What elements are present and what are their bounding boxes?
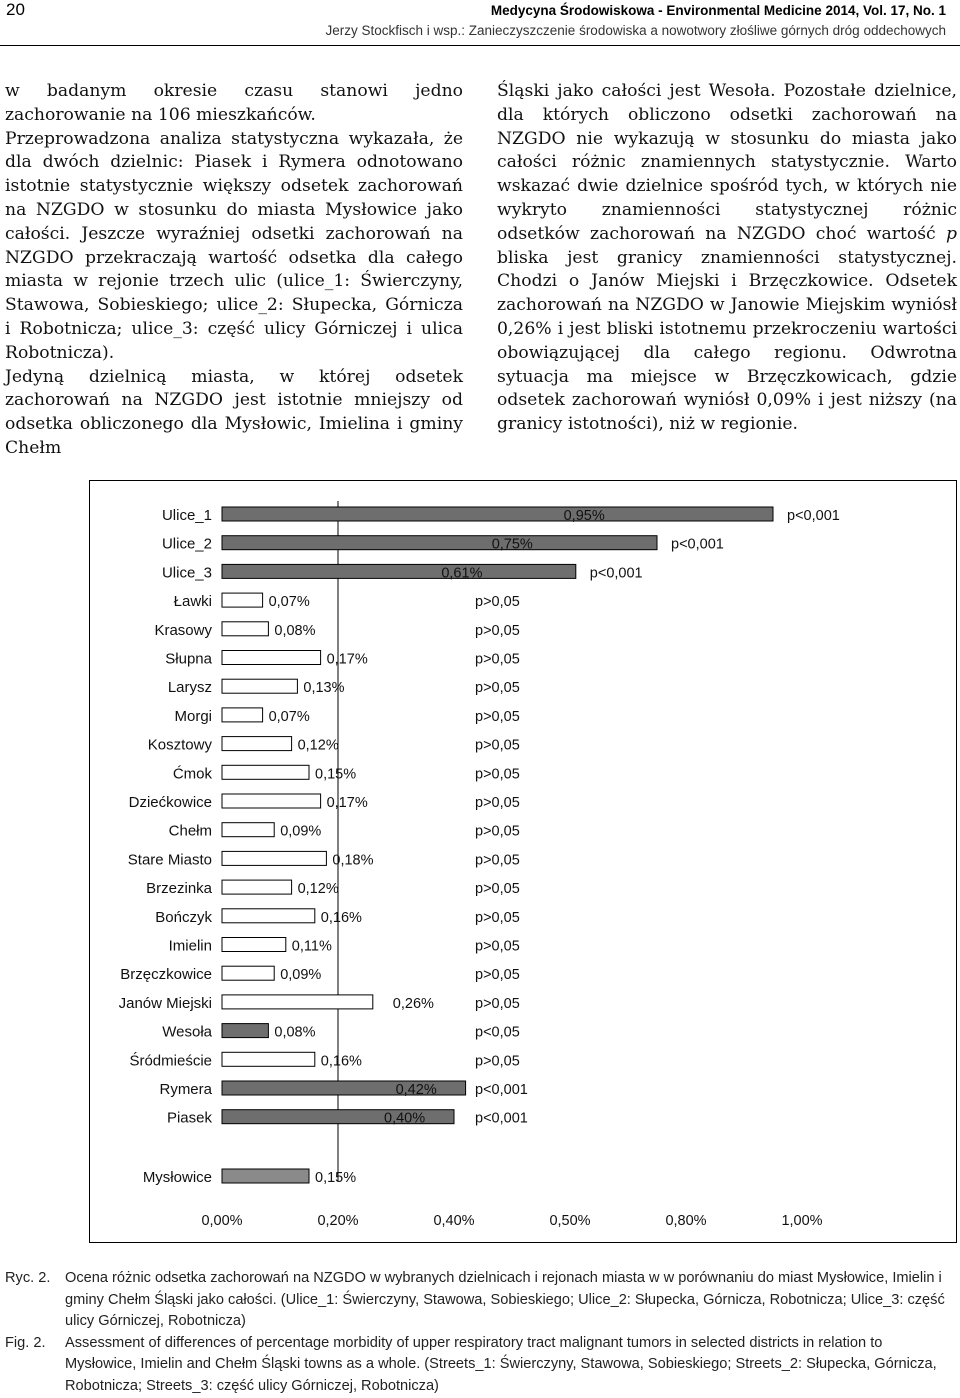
p-value-label: p<0,001 [589,565,643,582]
value-label: 0,13% [303,680,345,697]
category-label: Mysłowice [142,1169,212,1186]
bar [222,966,274,980]
bar [222,823,274,837]
caption-en [5,1333,957,1398]
p-value-label: p>0,05 [475,680,520,697]
paragraph [497,80,957,437]
bar [222,507,773,521]
value-label: 0,18% [332,852,374,869]
text-run: bliska jest granicy znamienności statystycznej. Chodzi o Janów Miejski i Brzęczkowice. Odsetek zachorowań na NZGDO w Janowie Miejskim wyniósł 0,26% i jest bliski istotnemu przekroczeniu wartości obowiązującej dla całego regionu. Odwrotna sytuacja ma miejsce w Brzęczkowicach, gdzie odsetek zachorowań wyniósł 0,09% i jest niższy (na granicy istotności), niż w regionie. [497,247,957,435]
x-tick-label: 0,00% [201,1213,243,1229]
page-number: 20 [6,0,25,19]
x-tick-label: 1,00% [781,1213,823,1229]
text-run: Śląski jako całości jest Wesoła. Pozostałe dzielnice, dla których obliczono odsetki zachorowań na NZGDO nie wykazują w stosunku do miasta jako całości różnic znamiennych statystycznie. Warto wskazać dwie dzielnice spośród tych, w których nie wykryto znamienności statystycznej różnic odsetków zachorowań na NZGDO choć wartość [497,81,957,244]
p-value-label: p>0,05 [475,795,520,811]
bar [222,737,292,751]
category-label: Ulice_2 [161,535,212,553]
bar [222,938,286,952]
category-label: Wesoła [162,1023,212,1041]
x-tick-label: 0,40% [433,1213,475,1229]
bar [222,622,268,636]
header-rule [0,45,960,46]
value-label: 0,75% [491,536,533,553]
value-label: 0,95% [563,508,605,524]
category-label: Ławki [173,593,212,611]
p-value-label: p<0,001 [475,1082,528,1098]
value-label: 0,09% [280,967,322,984]
value-label: 0,08% [274,622,316,639]
x-tick-label: 0,80% [665,1213,707,1229]
bar [222,1024,268,1038]
p-value-label: p>0,05 [475,594,520,611]
reference-bar [222,1169,309,1183]
category-label: Ćmok [172,765,212,783]
paragraph: Jedyną dzielnicą miasta, w której odsetek zachorowań na NZGDO jest istotnie mniejszy od odsetka obliczonego dla Mysłowic, Imielina i gminy Chełm [5,366,463,458]
category-label: Bończyk [155,908,212,926]
bar [222,679,297,693]
p-value-label: p>0,05 [475,823,520,840]
category-label: Piasek [166,1109,212,1127]
left-column [5,80,463,461]
bar [222,794,321,808]
category-label: Ulice_3 [161,564,212,582]
figure-caption [5,1268,957,1398]
bar [222,909,315,923]
bar [222,536,657,550]
category-label: Kosztowy [147,736,212,754]
p-value-label: p<0,001 [475,1110,528,1127]
value-label: 0,16% [320,1053,362,1070]
bar [222,593,263,607]
value-label: 0,07% [268,708,310,725]
figure-frame [89,480,957,1243]
value-label: 0,07% [268,594,310,611]
bar [222,651,321,665]
category-label: Larysz [167,679,212,697]
caption-pl [5,1268,957,1333]
running-title: Jerzy Stockfisch i wsp.: Zanieczyszczenie środowiska a nowotwory złośliwe górnych dróg oddechowych [325,23,946,38]
category-label: Ulice_1 [161,507,212,524]
value-label: 0,42% [395,1082,437,1098]
x-tick-label: 0,50% [549,1213,591,1229]
bar [222,765,309,779]
category-label: Chełm [168,822,212,840]
category-label: Janów Miejski [118,994,212,1012]
p-value-label: p>0,05 [475,881,520,898]
p-value-label: p>0,05 [475,1053,520,1070]
category-label: Brzęczkowice [120,966,212,984]
p-value-label: p>0,05 [475,938,520,955]
bar [222,851,326,865]
right-column [497,80,957,437]
category-label: Słupna [165,650,212,668]
category-label: Morgi [174,707,212,725]
category-label: Stare Miasto [127,851,212,869]
value-label: 0,26% [392,995,434,1012]
bar [222,995,373,1009]
journal-title: Medycyna Środowiskowa - Environmental Medicine 2014, Vol. 17, No. 1 [490,3,946,18]
category-label: Imielin [168,937,212,955]
value-label: 0,08% [274,1024,316,1041]
value-label: 0,17% [326,795,368,811]
p-value-label: p>0,05 [475,852,520,869]
caption-text: Assessment of differences of percentage morbidity of upper respiratory tract malignant tumors in selected districts in relation to Mysłowice, Imielin and Chełm Śląski towns as a whole. (Streets_1: Świerczyny, Stawowa, Sobieskiego; Streets_2: Słupecka, Górnicza, Robotnicza; Streets_3: część ulicy Górniczej, Robotnicza) [65,1334,937,1394]
value-label: 0,11% [291,938,332,955]
category-label: Krasowy [154,621,212,639]
italic-p: p [945,223,957,244]
caption-label: Fig. 2. [5,1334,46,1351]
bar [222,880,292,894]
p-value-label: p<0,001 [671,536,724,553]
category-label: Dziećkowice [128,794,212,811]
p-value-label: p>0,05 [475,995,520,1012]
category-label: Rymera [159,1081,212,1098]
value-label: 0,09% [280,823,322,840]
bar [222,708,263,722]
value-label: 0,40% [384,1110,426,1127]
x-tick-label: 0,20% [317,1213,359,1229]
bar [222,564,576,578]
value-label: 0,12% [297,737,339,754]
value-label: 0,16% [320,909,362,926]
p-value-label: p>0,05 [475,708,520,725]
caption-label: Ryc. 2. [5,1270,51,1286]
p-value-label: p>0,05 [475,967,520,984]
bar-chart [90,481,956,1242]
p-value-label: p<0,05 [475,1024,520,1041]
p-value-label: p>0,05 [475,909,520,926]
p-value-label: p>0,05 [475,651,520,668]
p-value-label: p>0,05 [475,766,520,783]
value-label: 0,15% [315,766,357,783]
value-label: 0,12% [297,881,339,898]
category-label: Brzezinka [146,880,212,898]
paragraph: w badanym okresie czasu stanowi jedno zachorowanie na 106 mieszkańców. [5,81,463,125]
p-value-label: p>0,05 [475,737,520,754]
value-label: 0,17% [326,651,368,668]
p-value-label: p>0,05 [475,622,520,639]
paragraph: Przeprowadzona analiza statystyczna wykazała, że dla dwóch dzielnic: Piasek i Rymera odnotowano istotnie statystycznie większy odsetek zachorowań na NZGDO w stosunku do miasta Mysłowice jako całości. Jeszcze wyraźniej odsetki zachorowań na NZGDO przekraczają wartość odsetka dla całego miasta w rejonie trzech ulic (ulice_1: Świerczyny, Stawowa, Sobieskiego; ulice_2: Słupecka, Górnicza i Robotnicza; ulice_3: część ulicy Górniczej i ulica Robotnicza). [5,128,463,363]
caption-text: Ocena różnic odsetka zachorowań na NZGDO w wybranych dzielnicach i rejonach miasta w w porównaniu do miast Mysłowice, Imielin i gminy Chełm Śląski jako całości. (Ulice_1: Świerczyny, Stawowa, Sobieskiego; Ulice_2: Słupecka, Górnicza, Robotnicza; Ulice_3: część ulicy Górniczej, Robotnicza) [65,1270,945,1330]
category-label: Śródmieście [129,1052,212,1070]
p-value-label: p<0,001 [787,508,840,524]
bar [222,1052,315,1066]
value-label: 0,61% [441,565,483,582]
value-label: 0,15% [315,1170,357,1186]
